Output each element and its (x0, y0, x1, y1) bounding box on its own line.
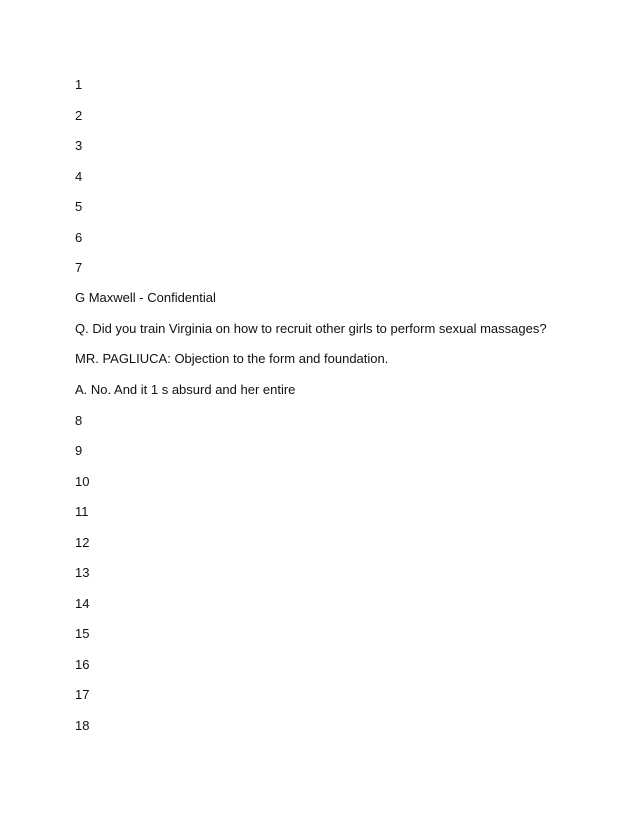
line-number: 7 (75, 260, 83, 275)
line-number: 2 (75, 108, 83, 123)
line-number: 15 (75, 626, 90, 641)
line-number: 8 (75, 413, 83, 428)
line-number: 11 (75, 504, 89, 519)
answer-text: A. No. And it 1 s absurd and her entire (75, 382, 296, 397)
document-header: G Maxwell - Confidential (75, 290, 216, 305)
line-number: 3 (75, 138, 83, 153)
line-number: 9 (75, 443, 83, 458)
objection-text: MR. PAGLIUCA: Objection to the form and foundation. (75, 351, 389, 366)
line-number: 4 (75, 169, 83, 184)
line-number: 6 (75, 230, 83, 245)
line-number: 13 (75, 565, 90, 580)
line-number: 16 (75, 657, 90, 672)
line-number: 5 (75, 199, 83, 214)
line-number: 14 (75, 596, 90, 611)
question-text: Q. Did you train Virginia on how to recruit other girls to perform sexual massages? (75, 321, 547, 336)
line-number: 18 (75, 718, 90, 733)
line-number: 17 (75, 687, 90, 702)
line-number: 1 (75, 77, 83, 92)
line-number: 12 (75, 535, 90, 550)
line-number: 10 (75, 474, 90, 489)
